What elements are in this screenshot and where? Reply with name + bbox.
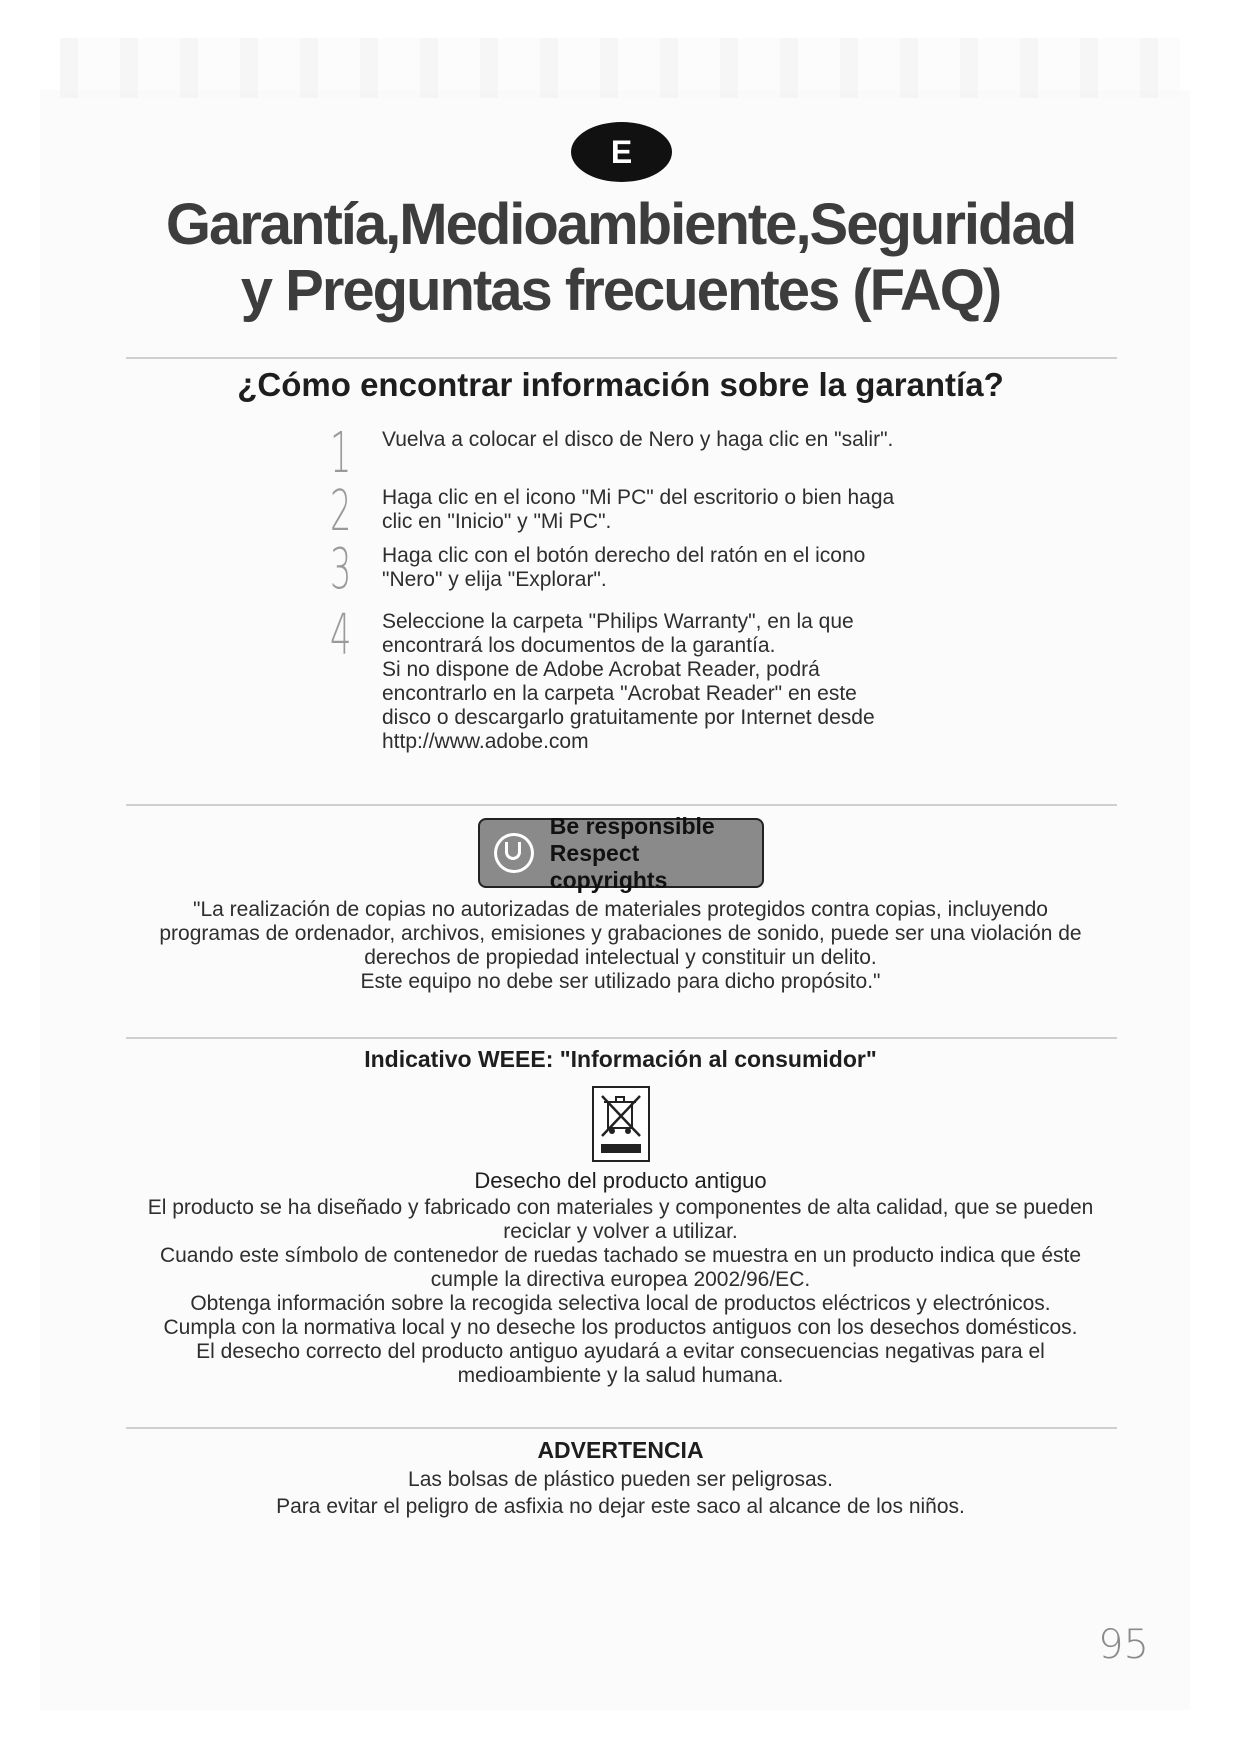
step-item xyxy=(330,537,930,610)
page-title xyxy=(0,192,1241,324)
weee-line: medioambiente y la salud humana. xyxy=(457,1364,784,1387)
copyright-line-1: Be responsible xyxy=(549,812,715,839)
copyright-notice xyxy=(140,898,1101,994)
notice-line: Este equipo no debe ser utilizado para dicho propósito." xyxy=(360,970,881,993)
weee-line: Cuando este símbolo de contenedor de ruedas tachado se muestra en un producto indica que éste xyxy=(159,1244,1082,1267)
weee-line: reciclar y volver a utilizar. xyxy=(503,1220,738,1243)
weee-subheading: Desecho del producto antiguo xyxy=(474,1168,767,1193)
warning-line: Las bolsas de plástico pueden ser peligrosas. xyxy=(408,1468,833,1491)
step-item xyxy=(330,479,930,544)
weee-line: cumple la directiva europea 2002/96/EC. xyxy=(430,1268,811,1291)
warning-line: Para evitar el peligro de asfixia no dejar este saco al alcance de los niños. xyxy=(276,1495,965,1518)
weee-line: El desecho correcto del producto antiguo ayudará a evitar consecuencias negativas para el xyxy=(196,1340,1045,1363)
step-item xyxy=(330,603,930,754)
warranty-steps xyxy=(330,421,930,754)
notice-line: derechos de propiedad intelectual y constituir un delito. xyxy=(364,946,877,969)
divider xyxy=(126,1037,1117,1039)
divider xyxy=(126,357,1117,359)
copyright-u-icon xyxy=(494,833,534,873)
notice-line: "La realización de copias no autorizadas de materiales protegidos contra copias, incluyendo xyxy=(193,898,1048,921)
weee-line: Obtenga información sobre la recogida selectiva local de productos eléctricos y electrónicos. xyxy=(190,1292,1051,1315)
notice-line: programas de ordenador, archivos, emisiones y grabaciones de sonido, puede ser una violación de xyxy=(159,922,1082,945)
step-text: Seleccione la carpeta "Philips Warranty", en la que encontrará los documentos de la garantía. Si no dispone de Adobe Acrobat Reader, podrá encontrarlo en la carpeta "Acrobat Reader" en este disco o descargarlo gratuitamente por Internet desde http://www.adobe.com xyxy=(382,610,875,753)
copyright-logo xyxy=(478,812,764,893)
weee-heading: Indicativo WEEE: "Información al consumidor" xyxy=(364,1046,877,1072)
step-number: 3 xyxy=(330,537,352,602)
warranty-heading: ¿Cómo encontrar información sobre la garantía? xyxy=(237,366,1004,403)
step-item xyxy=(330,421,930,486)
step-number: 2 xyxy=(330,479,352,544)
crossed-bin-icon xyxy=(592,1086,650,1162)
copyright-logo-text xyxy=(550,813,762,894)
language-badge: E xyxy=(571,122,672,182)
weee-text xyxy=(140,1196,1101,1388)
step-text: Vuelva a colocar el disco de Nero y haga clic en "salir". xyxy=(382,428,894,451)
step-text: Haga clic en el icono "Mi PC" del escritorio o bien haga clic en "Inicio" y "Mi PC". xyxy=(382,486,895,533)
step-number: 1 xyxy=(330,421,352,486)
page-title-line-1: Garantía,Medioambiente,Seguridad xyxy=(165,192,1076,257)
copyright-line-2: Respect copyrights xyxy=(549,839,668,893)
step-number: 4 xyxy=(330,603,352,668)
warning-heading: ADVERTENCIA xyxy=(537,1437,704,1463)
weee-line: El producto se ha diseñado y fabricado con materiales y componentes de alta calidad, que se pueden xyxy=(147,1196,1094,1219)
step-text: Haga clic con el botón derecho del ratón en el icono "Nero" y elija "Explorar". xyxy=(382,544,866,591)
divider xyxy=(126,1427,1117,1429)
page-title-line-2: y Preguntas frecuentes (FAQ) xyxy=(240,258,1001,323)
page-number: 95 xyxy=(1098,1622,1149,1668)
scan-edge-strip xyxy=(60,38,1180,98)
divider xyxy=(126,804,1117,806)
crossed-bin-symbol xyxy=(594,1088,648,1160)
weee-line: Cumpla con la normativa local y no deseche los productos antiguos con los desechos domésticos. xyxy=(163,1316,1078,1339)
warning-text xyxy=(140,1468,1101,1519)
